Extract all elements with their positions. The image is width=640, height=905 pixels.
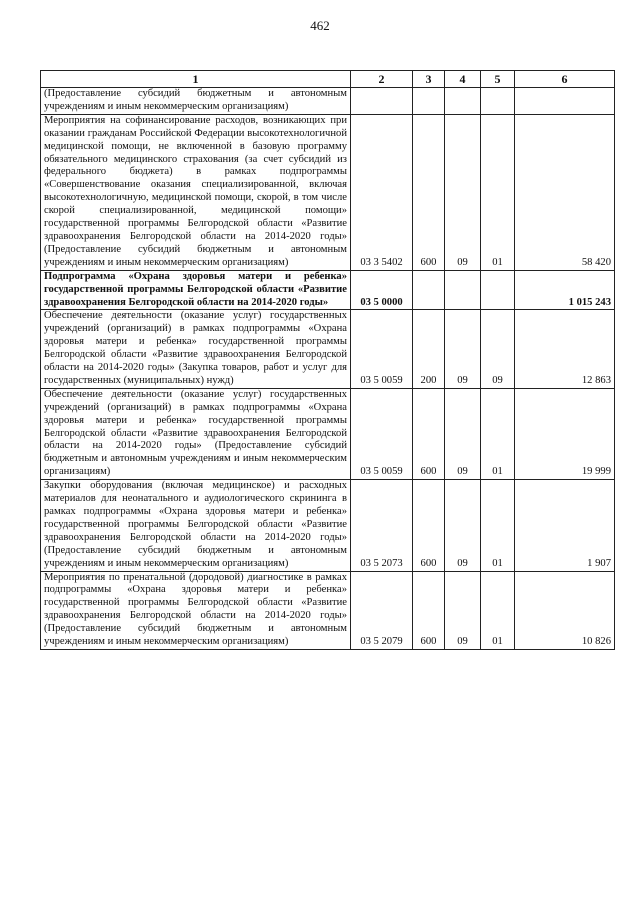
budget-table xyxy=(40,70,615,650)
row-vr xyxy=(413,270,445,310)
row-code: 03 5 0059 xyxy=(351,388,413,479)
row-code: 03 5 0000 xyxy=(351,270,413,310)
header-cell-2: 2 xyxy=(351,71,413,88)
row-vr xyxy=(413,88,445,115)
row-code: 03 3 5402 xyxy=(351,114,413,270)
row-vr: 600 xyxy=(413,571,445,649)
row-amount xyxy=(515,88,615,115)
header-cell-6: 6 xyxy=(515,71,615,88)
row-amount: 12 863 xyxy=(515,310,615,388)
row-vr: 200 xyxy=(413,310,445,388)
row-code xyxy=(351,88,413,115)
row-code: 03 5 2073 xyxy=(351,480,413,571)
header-cell-4: 4 xyxy=(445,71,481,88)
header-cell-5: 5 xyxy=(481,71,515,88)
row-pr: 01 xyxy=(481,388,515,479)
row-amount: 10 826 xyxy=(515,571,615,649)
table-row-subprogram xyxy=(41,270,615,310)
table-row xyxy=(41,388,615,479)
row-rz: 09 xyxy=(445,480,481,571)
row-description: Обеспечение деятельности (оказание услуг) государственных учреждений (организаций) в рамках подпрограммы «Охрана здоровья матери и ребенка» государственной программы Белгородской области «Развитие здравоохранения Белгородской области на 2014-2020 годы» (Закупка товаров, работ и услуг для государственных (муниципальных) нужд) xyxy=(41,310,351,388)
table-row xyxy=(41,114,615,270)
row-description: Закупки оборудования (включая медицинское) и расходных материалов для неонатального и аудиологического скрининга в рамках подпрограммы «Охрана здоровья матери и ребенка» государственной программы Белгородской области «Развитие здравоохранения Белгородской области на 2014-2020 годы» (Предоставление субсидий бюджетным и автономным учреждениям и иным некоммерческим организациям) xyxy=(41,480,351,571)
table-row xyxy=(41,310,615,388)
row-pr xyxy=(481,88,515,115)
row-description: (Предоставление субсидий бюджетным и автономным учреждениям и иным некоммерческим организациям) xyxy=(41,88,351,115)
row-amount: 1 907 xyxy=(515,480,615,571)
row-vr: 600 xyxy=(413,388,445,479)
row-rz: 09 xyxy=(445,388,481,479)
row-description: Подпрограмма «Охрана здоровья матери и ребенка» государственной программы Белгородской области «Развитие здравоохранения Белгородской области на 2014-2020 годы» xyxy=(41,270,351,310)
table-row xyxy=(41,480,615,571)
row-pr: 01 xyxy=(481,480,515,571)
row-pr: 09 xyxy=(481,310,515,388)
row-rz xyxy=(445,88,481,115)
row-vr: 600 xyxy=(413,480,445,571)
row-amount: 1 015 243 xyxy=(515,270,615,310)
row-code: 03 5 2079 xyxy=(351,571,413,649)
row-pr xyxy=(481,270,515,310)
row-description: Мероприятия по пренатальной (дородовой) диагностике в рамках подпрограммы «Охрана здоровья матери и ребенка» государственной программы Белгородской области «Развитие здравоохранения Белгородской области на 2014-2020 годы» (Предоставление субсидий бюджетным и автономным учреждениям и иным некоммерческим организациям) xyxy=(41,571,351,649)
table-row xyxy=(41,88,615,115)
row-rz: 09 xyxy=(445,571,481,649)
row-pr: 01 xyxy=(481,114,515,270)
row-description: Обеспечение деятельности (оказание услуг) государственных учреждений (организаций) в рамках подпрограммы «Охрана здоровья матери и ребенка» государственной программы Белгородской области «Развитие здравоохранения Белгородской области на 2014-2020 годы» (Предоставление субсидий бюджетным и автономным учреждениям и иным некоммерческим организациям) xyxy=(41,388,351,479)
row-vr: 600 xyxy=(413,114,445,270)
table-row xyxy=(41,571,615,649)
row-rz: 09 xyxy=(445,114,481,270)
page-number: 462 xyxy=(310,18,330,33)
row-amount: 58 420 xyxy=(515,114,615,270)
row-amount: 19 999 xyxy=(515,388,615,479)
row-code: 03 5 0059 xyxy=(351,310,413,388)
row-rz: 09 xyxy=(445,310,481,388)
header-row xyxy=(41,71,615,88)
header-cell-1: 1 xyxy=(41,71,351,88)
row-description: Мероприятия на софинансирование расходов, возникающих при оказании гражданам Российской Федерации высокотехнологичной медицинской помощи, не включенной в базовую программу обязательного медицинского страхования (за счет субсидий из федерального бюджета) в рамках подпрограммы «Совершенствование оказания специализированной, включая высокотехнологичную, медицинской помощи, скорой, в том числе скорой специализированной, медицинской помощи» государственной программы Белгородской области «Развитие здравоохранения Белгородской области на 2014-2020 годы» (Предоставление субсидий бюджетным и автономным учреждениям и иным некоммерческим организациям) xyxy=(41,114,351,270)
row-pr: 01 xyxy=(481,571,515,649)
row-rz xyxy=(445,270,481,310)
header-cell-3: 3 xyxy=(413,71,445,88)
